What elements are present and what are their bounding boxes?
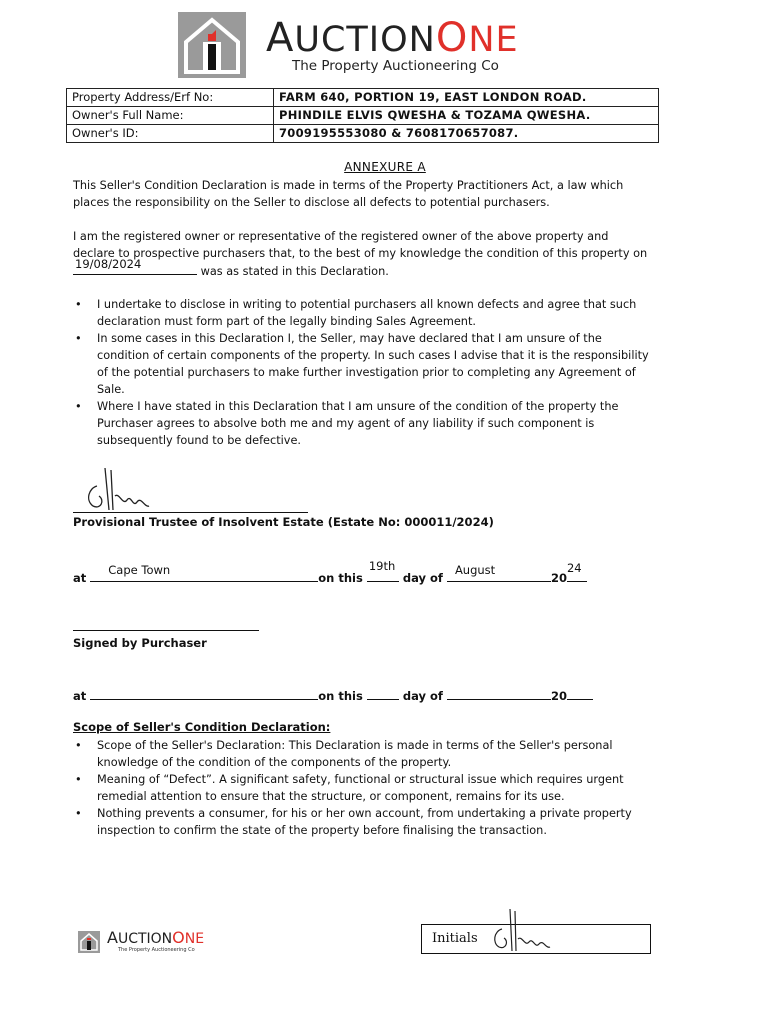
footer-brand-name: AUCTIONONE <box>107 928 205 947</box>
purchaser-signature-label: Signed by Purchaser <box>73 636 207 650</box>
purchaser-year-field <box>567 687 593 700</box>
seller-day-field: 19th <box>367 567 399 582</box>
list-item: • Scope of the Seller's Declaration: This Declaration is made in terms of the Seller's personal knowledge of the condition of the components of the property. <box>73 737 651 771</box>
list-item: • Nothing prevents a consumer, for his or her own account, from undertaking a private property inspection to confirm the state of the property before finalising the transaction. <box>73 805 651 839</box>
undertakings-list <box>73 296 651 449</box>
declaration-text: I am the registered owner or representative of the registered owner of the above property and declare to prospective purchasers that, to the best of my knowledge the condition of this <box>73 230 609 260</box>
seller-signature-line <box>73 466 308 513</box>
footer-tagline: The Property Auctioneering Co <box>118 947 195 953</box>
owner-name-label: Owner's Full Name: <box>67 107 274 125</box>
declaration-date: 19/08/2024 <box>75 257 142 271</box>
intro-paragraph: This Seller's Condition Declaration is made in terms of the Property Practitioners Act, a law which places the responsibility on the Seller to disclose all defects to potential purchasers. <box>73 179 624 209</box>
purchaser-month-field <box>447 687 551 700</box>
seller-date-line: at Cape Town on this 19th day of August 20 24 <box>73 567 587 585</box>
owner-name-value: PHINDILE ELVIS QWESHA & TOZAMA QWESHA. <box>274 107 659 125</box>
owner-id-label: Owner's ID: <box>67 125 274 143</box>
scope-title: Scope of Seller's Condition Declaration: <box>73 720 331 734</box>
scope-list <box>73 737 651 839</box>
initials-box <box>421 924 651 954</box>
seller-signature-label: Provisional Trustee of Insolvent Estate (Estate No: 000011/2024) <box>73 515 494 529</box>
table-row <box>67 107 659 125</box>
property-address-label: Property Address/Erf No: <box>67 89 274 107</box>
seller-place-field: Cape Town <box>90 567 318 582</box>
purchaser-date-line: at on this day of 20 <box>73 687 593 703</box>
declaration-date-line <box>73 257 197 275</box>
logo-icon <box>178 12 246 78</box>
signature-icon <box>75 466 175 516</box>
initials-label: Initials <box>432 931 478 946</box>
table-row <box>67 125 659 143</box>
purchaser-day-field <box>367 687 399 700</box>
purchaser-signature-line <box>73 614 259 631</box>
brand-tagline: The Property Auctioneering Co <box>292 58 499 74</box>
initials-signature-icon <box>484 905 564 955</box>
declaration-paragraph <box>73 228 651 280</box>
table-row <box>67 89 659 107</box>
seller-year-field: 24 <box>567 567 587 582</box>
declaration-suffix: was as stated in this Declaration. <box>200 265 389 278</box>
purchaser-place-field <box>90 687 318 700</box>
annexure-title: ANNEXURE A <box>344 160 426 174</box>
property-address-value: FARM 640, PORTION 19, EAST LONDON ROAD. <box>274 89 659 107</box>
list-item: • Meaning of “Defect”. A significant safety, functional or structural issue which requires urgent remedial attention to ensure that the structure, or component, remains for its use. <box>73 771 651 805</box>
footer-logo-icon <box>78 931 100 953</box>
declaration-prefix: property on <box>581 247 648 260</box>
list-item: • Where I have stated in this Declaration that I am unsure of the condition of the property the Purchaser agrees to absolve both me and my agent of any liability if such component is subsequently found to be defective. <box>73 398 651 449</box>
brand-name: AUCTIONONE <box>266 15 519 61</box>
property-info-table <box>66 88 659 143</box>
list-item: • In some cases in this Declaration I, the Seller, may have declared that I am unsure of the condition of certain components of the property. In such cases I advise that it is the responsibility of the potential purchasers to make further investigation prior to completing any Agreement of Sale. <box>73 330 651 398</box>
seller-month-field: August <box>447 567 551 582</box>
owner-id-value: 7009195553080 & 7608170657087. <box>274 125 659 143</box>
list-item: • I undertake to disclose in writing to potential purchasers all known defects and agree that such declaration must form part of the legally binding Sales Agreement. <box>73 296 651 330</box>
